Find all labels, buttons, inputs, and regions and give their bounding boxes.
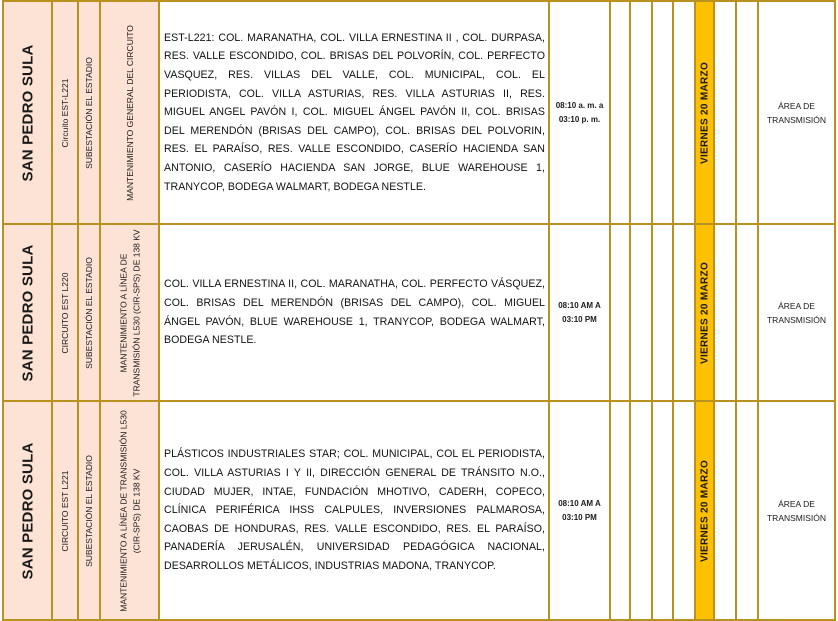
city-cell — [3, 224, 52, 401]
time-label: 08:10 AM A 03:10 PM — [558, 300, 601, 324]
outage-schedule-table — [2, 0, 836, 621]
substation-label: SUBESTACIÓN EL ESTADIO — [84, 56, 94, 169]
table-row — [3, 1, 835, 224]
date-label: VIERNES 20 MARZO — [699, 261, 710, 364]
time-label: 08:10 a. m. a 03:10 p. m. — [555, 100, 604, 124]
time-cell — [549, 401, 610, 620]
affected-areas-cell — [159, 401, 549, 620]
empty-day-cell — [714, 224, 736, 401]
table-row — [3, 401, 835, 620]
time-cell — [549, 224, 610, 401]
responsible-cell — [758, 401, 835, 620]
circuit-label: Circuito EST-L221 — [60, 78, 70, 147]
empty-day-cell — [630, 1, 652, 224]
circuit-cell — [52, 401, 78, 620]
empty-day-cell — [652, 1, 673, 224]
circuit-label: CIRCUITO EST L220 — [60, 272, 70, 353]
empty-day-cell — [610, 401, 630, 620]
empty-day-cell — [736, 401, 758, 620]
substation-label: SUBESTACIÓN EL ESTADIO — [84, 256, 94, 369]
city-cell — [3, 401, 52, 620]
maintenance-cell — [100, 401, 159, 620]
maintenance-cell — [100, 1, 159, 224]
empty-day-cell — [673, 224, 695, 401]
city-label: SAN PEDRO SULA — [19, 44, 36, 181]
empty-day-cell — [673, 401, 695, 620]
substation-cell — [78, 1, 100, 224]
circuit-label: CIRCUITO EST L221 — [60, 470, 70, 551]
empty-day-cell — [673, 1, 695, 224]
empty-day-cell — [610, 224, 630, 401]
date-cell — [695, 224, 714, 401]
table-row — [3, 224, 835, 401]
empty-day-cell — [610, 1, 630, 224]
maintenance-label: MANTENIMIENTO A LÍNEA DE TRANSMISIÓN L530 (CIR-SPS) DE 138 KV — [118, 409, 141, 612]
circuit-cell — [52, 224, 78, 401]
affected-areas-cell — [159, 224, 549, 401]
empty-day-cell — [736, 224, 758, 401]
circuit-cell — [52, 1, 78, 224]
substation-cell — [78, 224, 100, 401]
empty-day-cell — [714, 401, 736, 620]
responsible-label: ÁREA DE TRANSMISIÓN — [766, 100, 827, 125]
empty-day-cell — [630, 401, 652, 620]
substation-label: SUBESTACIÓN EL ESTADIO — [84, 454, 94, 567]
date-label: VIERNES 20 MARZO — [699, 61, 710, 164]
affected-areas-text: COL. VILLA ERNESTINA II, COL. MARANATHA, COL. PERFECTO VÁSQUEZ, COL. BRISAS DEL MERENDÓN (BRISAS DEL CAMPO), COL. MIGUEL ÁNGEL PAVÓN, BLUE WAREHOUSE 1, TRANYCOP, BODEGA WALMART, BODEGA NESTLE. — [164, 278, 545, 347]
city-label: SAN PEDRO SULA — [19, 244, 36, 381]
affected-areas-text: EST-L221: COL. MARANATHA, COL. VILLA ERNESTINA II , COL. DURPASA, RES. VALLE ESCONDIDO, COL. BRISAS DEL POLVORÍN, COL. PERFECTO VASQUEZ, RES. VILLAS DEL VALLE, COL. MUNICIPAL, COL. EL PERIODISTA, COL. VILLA ASTURIAS, RES. VILLA ASTURIAS II, RES. MIGUEL ANGEL PAVÓN I, COL. MIGUEL ÁNGEL PAVÓN II, COL. BRISAS DEL MERENDÓN (BRISAS DEL CAMPO), COL. BRISAS DEL POLVORIN, RES. EL PARAÍSO, RES. VALLE ESCONDIDO, CASERÍO HACIENDA SAN ANTONIO, CASERÍO HACIENDA SAN JORGE, BLUE WAREHOUSE 1, TRANYCOP, BODEGA WALMART, BODEGA NESTLE. — [164, 31, 545, 193]
city-cell — [3, 1, 52, 224]
empty-day-cell — [652, 401, 673, 620]
empty-day-cell — [652, 224, 673, 401]
empty-day-cell — [736, 1, 758, 224]
date-label: VIERNES 20 MARZO — [699, 459, 710, 562]
responsible-cell — [758, 1, 835, 224]
responsible-cell — [758, 224, 835, 401]
affected-areas-cell — [159, 1, 549, 224]
date-cell — [695, 401, 714, 620]
responsible-label: ÁREA DE TRANSMISIÓN — [766, 498, 827, 523]
affected-areas-text: PLÁSTICOS INDUSTRIALES STAR; COL. MUNICIPAL, COL EL PERIODISTA, COL. VILLA ASTURIAS I Y II, DIRECCIÓN GENERAL DE TRÁNSITO N.O., CIUDAD MUJER, INTAE, FUNDACIÓN MHOTIVO, CADERH, COPECO, CLÍNICA PERIFÉRICA IHSS CALPULES, INVERSIONES PALMAROSA, CAOBAS DE HONDURAS, RES. VALLE ESCONDIDO, RES. EL PARAÍSO, PANADERÍA JERUSALÉN, UNIVERSIDAD PEDAGÓGICA NACIONAL, DESARROLLOS METÁLICOS, INDUSTRIAS MADONA, TRANYCOP. — [164, 448, 545, 572]
maintenance-label: MANTENIMIENTO A LÍNEA DE TRANSMISIÓN L530 (CIR-SPS) DE 138 KV — [118, 228, 141, 397]
responsible-label: ÁREA DE TRANSMISIÓN — [766, 300, 827, 325]
substation-cell — [78, 401, 100, 620]
date-cell — [695, 1, 714, 224]
empty-day-cell — [630, 224, 652, 401]
city-label: SAN PEDRO SULA — [19, 442, 36, 579]
maintenance-cell — [100, 224, 159, 401]
time-label: 08:10 AM A 03:10 PM — [558, 498, 601, 522]
time-cell — [549, 1, 610, 224]
maintenance-label: MANTENIMIENTO GENERAL DEL CIRCUITO — [124, 24, 135, 201]
empty-day-cell — [714, 1, 736, 224]
